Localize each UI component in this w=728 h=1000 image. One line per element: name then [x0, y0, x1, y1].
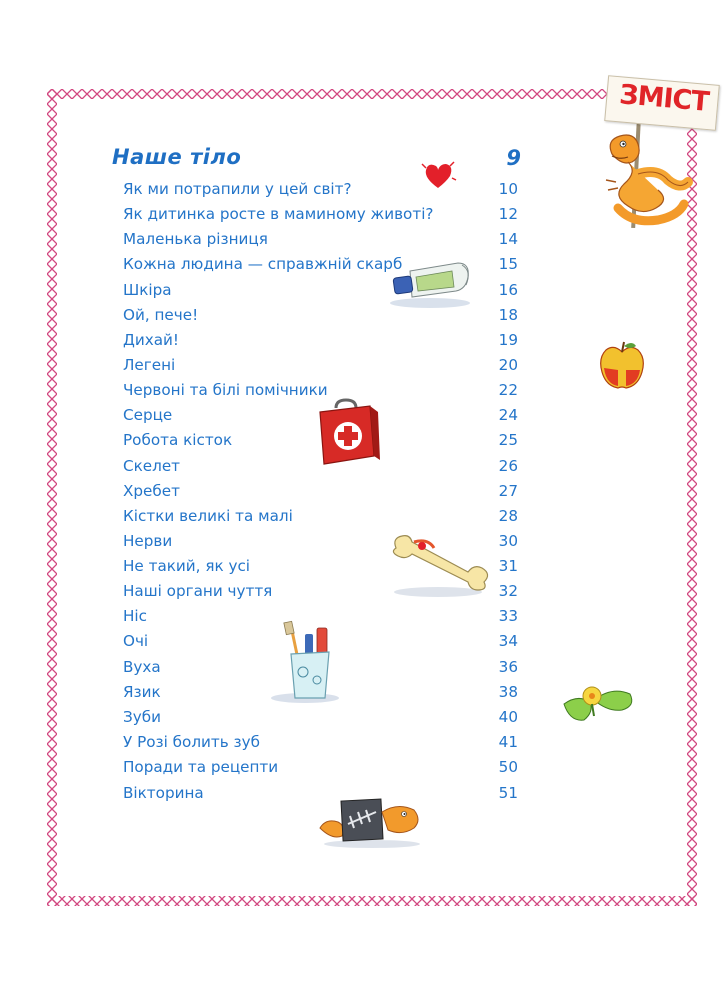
- toc-entry-page: 25: [498, 431, 518, 449]
- toc-entry-title[interactable]: У Розі болить зуб: [123, 733, 260, 751]
- toc-entry-title[interactable]: Очі: [123, 632, 149, 650]
- toc-entry-title[interactable]: Нерви: [123, 532, 173, 550]
- contents-sign-label: ЗМІСТ: [618, 79, 710, 118]
- toc-entry-page: 24: [498, 406, 518, 424]
- xray-dinosaur-icon: [318, 794, 424, 850]
- ointment-tube-icon: [386, 255, 474, 311]
- toc-entry-page: 33: [498, 607, 518, 625]
- toc-entry-page: 41: [498, 733, 518, 751]
- toc-entry-title[interactable]: Зуби: [123, 708, 161, 726]
- apple-icon: [596, 340, 648, 394]
- toc-entry-title[interactable]: Як ми потрапили у цей світ?: [123, 180, 352, 198]
- heart-icon: [418, 158, 458, 192]
- toc-entry-page: 12: [498, 205, 518, 223]
- toc-entry-page: 50: [498, 758, 518, 776]
- toc-entry-title[interactable]: Червоні та білі помічники: [123, 381, 328, 399]
- toc-entry-page: 30: [498, 532, 518, 550]
- toc-entry-page: 14: [498, 230, 518, 248]
- toc-entry-page: 28: [498, 507, 518, 525]
- toc-entry-title[interactable]: Робота кісток: [123, 431, 233, 449]
- toc-entry-title[interactable]: Кістки великі та малі: [123, 507, 293, 525]
- toc-entry-page: 20: [498, 356, 518, 374]
- toc-entry-page: 19: [498, 331, 518, 349]
- toc-entry-page: 10: [498, 180, 518, 198]
- toc-entry-title[interactable]: Легені: [123, 356, 176, 374]
- toc-entry-title[interactable]: Наші органи чуття: [123, 582, 273, 600]
- toc-entry-title[interactable]: Кожна людина — справжній скарб: [123, 255, 403, 273]
- toc-entry-page: 18: [498, 306, 518, 324]
- toc-entry-title[interactable]: Ой, пече!: [123, 306, 199, 324]
- toc-entry-page: 34: [498, 632, 518, 650]
- toc-entry-title[interactable]: Вікторина: [123, 784, 204, 802]
- toc-entry-page: 16: [498, 281, 518, 299]
- toc-entry-title[interactable]: Хребет: [123, 482, 180, 500]
- toc-entry-title[interactable]: Вуха: [123, 658, 161, 676]
- bone-icon: [388, 530, 496, 600]
- toc-entry-title[interactable]: Поради та рецепти: [123, 758, 279, 776]
- toc-entry-title[interactable]: Не такий, як усі: [123, 557, 251, 575]
- toc-entry-page: 38: [498, 683, 518, 701]
- toc-entry-page: 31: [498, 557, 518, 575]
- toc-entry-page: 36: [498, 658, 518, 676]
- toc-entry-title[interactable]: Язик: [123, 683, 161, 701]
- toc-entry-title[interactable]: Маленька різниця: [123, 230, 268, 248]
- toc-entry-page: 15: [498, 255, 518, 273]
- flower-icon: [560, 672, 638, 724]
- toc-entry-title[interactable]: Скелет: [123, 457, 181, 475]
- toc-entry-title[interactable]: Як дитинка росте в маминому животі?: [123, 205, 434, 223]
- toc-entry-title[interactable]: Дихай!: [123, 331, 179, 349]
- dinosaur-mascot-icon: [598, 124, 702, 232]
- toc-entry-page: 32: [498, 582, 518, 600]
- toothbrush-cup-icon: [265, 620, 341, 706]
- section-page-number: 9: [506, 146, 521, 170]
- toc-entry-title[interactable]: Ніс: [123, 607, 147, 625]
- toc-entry-page: 26: [498, 457, 518, 475]
- toc-entry-page: 22: [498, 381, 518, 399]
- first-aid-kit-icon: [314, 398, 380, 472]
- section-title: Наше тіло: [112, 145, 242, 169]
- toc-entry-page: 27: [498, 482, 518, 500]
- toc-entry-page: 40: [498, 708, 518, 726]
- toc-entry-page: 51: [498, 784, 518, 802]
- toc-entry-title[interactable]: Серце: [123, 406, 173, 424]
- toc-entry-title[interactable]: Шкіра: [123, 281, 172, 299]
